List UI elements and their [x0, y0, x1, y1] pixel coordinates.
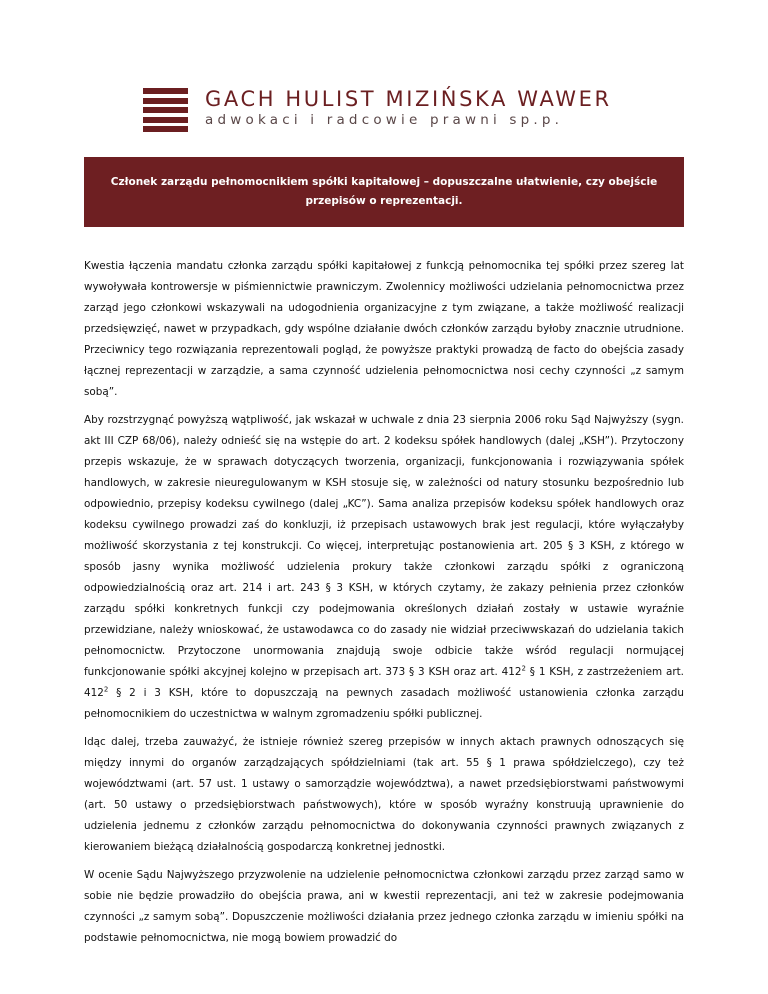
paragraph-2-text-c: § 2 i 3 KSH, które to dopuszczają na pewnych zasadach możliwość ustanowienia członka zarządu pełnomocnikiem do uczestnictwa w walnym zgromadzeniu spółki publicznej. — [84, 687, 684, 720]
firm-logo — [143, 88, 643, 138]
firm-subtitle: adwokaci i radcowie prawni sp.p. — [205, 112, 564, 128]
document-title — [111, 173, 657, 211]
superscript-1: 2 — [521, 664, 526, 673]
paragraph-2-text-b: § 1 KSH, z zastrzeżeniem art. 412 — [84, 666, 684, 699]
document-title-line-2: przepisów o reprezentacji. — [305, 195, 463, 207]
paragraph-2 — [84, 410, 684, 725]
paragraph-2-text-a: Aby rozstrzygnąć powyższą wątpliwość, jak wskazał w uchwale z dnia 23 sierpnia 2006 roku Sąd Najwyższy (sygn. akt III CZP 68/06), należy odnieść się na wstępie do art. 2 kodeksu spółek handlowych (dalej „KSH”). Przytoczony przepis wskazuje, że w sprawach dotyczących tworzenia, organizacji, funkcjonowania i rozwiązywania spółek handlowych, w zakresie nieuregulowanym w KSH stosuje się, w zależności od natury stosunku bezpośrednio lub odpowiednio, przepisy kodeksu cywilnego (dalej „KC”). Sama analiza przepisów kodeksu spółek handlowych oraz kodeksu cywilnego prowadzi zaś do konkluzji, iż przepisach ustawowych brak jest regulacji, które wyłączałyby możliwość skorzystania z tej konstrukcji. Co więcej, interpretując postanowienia art. 205 § 3 KSH, z którego w sposób jasny wynika możliwość udzielenia prokury także członkowi zarządu spółki z ograniczoną odpowiedzialnością oraz art. 214 i art. 243 § 3 KSH, w których czytamy, że zakazy pełnienia przez członków zarządu spółki konkretnych funkcji czy podejmowania określonych działań zostały w ustawie wyraźnie przewidziane, należy wnioskować, że ustawodawca co do zasady nie widział przeciwwskazań do udzielania takich pełnomocnictw. Przytoczone unormowania znajdują swoje odbicie także wśród regulacji normującej funkcjonowanie spółki akcyjnej kolejno w przepisach art. 373 § 3 KSH oraz art. 412 — [84, 414, 684, 678]
logo-stripes-icon — [143, 88, 188, 132]
document-title-line-1: Członek zarządu pełnomocnikiem spółki kapitałowej – dopuszczalne ułatwienie, czy obejście — [110, 176, 658, 188]
paragraph-1: Kwestia łączenia mandatu członka zarządu spółki kapitałowej z funkcją pełnomocnika tej spółki przez szereg lat wywoływała kontrowersje w piśmiennictwie prawniczym. Zwolennicy możliwości udzielania pełnomocnictwa przez zarząd jego członkowi wskazywali na udogodnienia organizacyjne z tym związane, a także możliwość realizacji przedsięwzięć, nawet w przypadkach, gdy wspólne działanie dwóch członków zarządu byłoby znacznie utrudnione. Przeciwnicy tego rozwiązania reprezentowali pogląd, że powyższe praktyki prowadzą de facto do obejścia zasady łącznej reprezentacji w zarządzie, a sama czynność udzielenia pełnomocnictwa nosi cechy czynności „z samym sobą”. — [84, 260, 684, 398]
firm-name: GACH HULIST MIZIŃSKA WAWER — [205, 87, 612, 111]
superscript-2: 2 — [103, 685, 109, 694]
paragraph-3: Idąc dalej, trzeba zauważyć, że istnieje również szereg przepisów w innych aktach prawnych odnoszących się między innymi do organów zarządzających spółdzielniami (tak art. 55 § 1 prawa spółdzielczego), czy też województwami (art. 57 ust. 1 ustawy o samorządzie województwa), a nawet przedsiębiorstwami państwowymi (art. 50 ustawy o przedsiębiorstwach państwowych), które w sposób wyraźny konstruują uprawnienie do udzielenia jednemu z członków zarządu pełnomocnictwa do dokonywania czynności prawnych związanych z kierowaniem bieżącą działalnością gospodarczą konkretnej jednostki. — [84, 736, 684, 853]
document-body — [84, 256, 684, 956]
title-banner — [84, 157, 684, 227]
paragraph-4: W ocenie Sądu Najwyższego przyzwolenie na udzielenie pełnomocnictwa członkowi zarządu przez zarząd samo w sobie nie będzie prowadziło do obejścia prawa, ani w kwestii reprezentacji, ani też w zakresie podejmowania czynności „z samym sobą”. Dopuszczenie możliwości działania przez jednego członka zarządu w imieniu spółki na podstawie pełnomocnictwa, nie mogą bowiem prowadzić do — [84, 869, 684, 944]
